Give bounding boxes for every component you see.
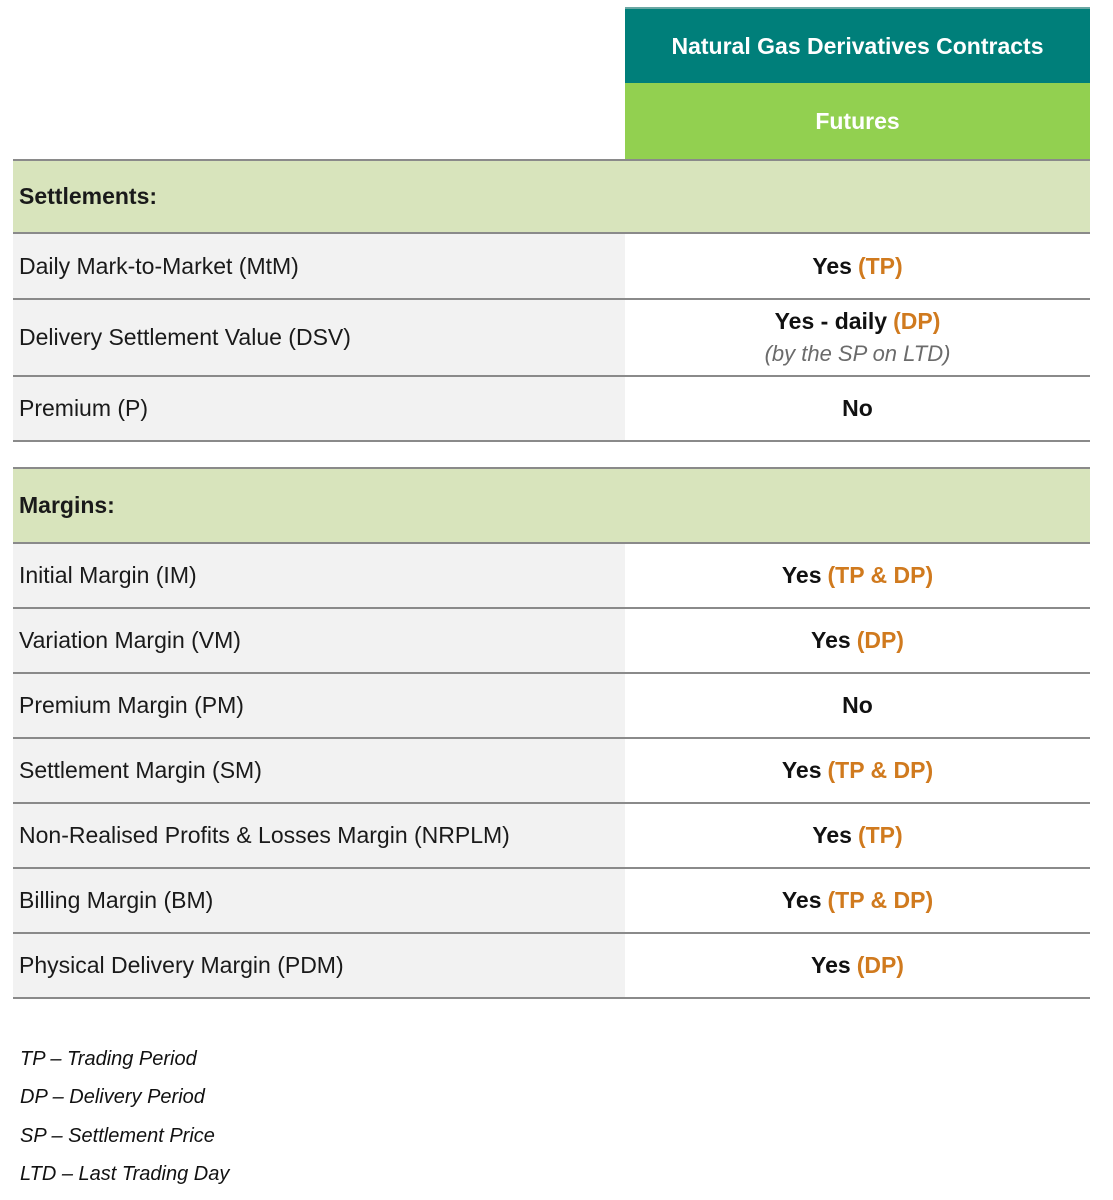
value-text: Yes xyxy=(812,822,852,848)
value-text: Yes xyxy=(781,887,822,913)
row-label: Daily Mark-to-Market (MtM) xyxy=(13,234,625,298)
row-value xyxy=(625,934,1090,997)
row-value xyxy=(625,869,1090,932)
settlements-table xyxy=(13,159,1090,442)
period-tag: (DP) xyxy=(893,308,941,334)
row-label: Delivery Settlement Value (DSV) xyxy=(13,300,625,375)
section-title-settlements: Settlements: xyxy=(13,159,1090,234)
futures-header: Futures xyxy=(625,83,1090,159)
table-row xyxy=(13,934,1090,999)
row-label: Settlement Margin (SM) xyxy=(13,739,625,802)
value-text: Yes xyxy=(781,757,822,783)
table-row xyxy=(13,869,1090,934)
row-label: Non-Realised Profits & Losses Margin (NRPLM) xyxy=(13,804,625,867)
value-text: Yes xyxy=(811,952,851,978)
footnote: LTD – Last Trading Day xyxy=(20,1163,230,1186)
table-row xyxy=(13,739,1090,804)
row-value xyxy=(625,300,1090,375)
row-label: Physical Delivery Margin (PDM) xyxy=(13,934,625,997)
value-text: Yes - daily xyxy=(774,308,888,334)
footnote: SP – Settlement Price xyxy=(20,1124,215,1147)
row-label: Variation Margin (VM) xyxy=(13,609,625,672)
period-tag: (DP) xyxy=(856,627,904,653)
row-value xyxy=(625,544,1090,607)
footnote: DP – Delivery Period xyxy=(20,1086,205,1109)
period-tag: (TP) xyxy=(857,822,903,848)
value-text: Yes xyxy=(812,252,852,279)
table-row xyxy=(13,377,1090,442)
footnotes xyxy=(20,1040,229,1194)
table-row xyxy=(13,544,1090,609)
table-row xyxy=(13,804,1090,869)
section-title-margins: Margins: xyxy=(13,467,1090,544)
period-tag: (TP & DP) xyxy=(827,887,934,913)
table-row xyxy=(13,609,1090,674)
row-value xyxy=(625,234,1090,298)
row-value xyxy=(625,609,1090,672)
row-value xyxy=(625,377,1090,440)
period-tag: (DP) xyxy=(856,952,904,978)
period-tag: (TP) xyxy=(857,252,903,279)
footnote: TP – Trading Period xyxy=(20,1047,197,1070)
table-row xyxy=(13,674,1090,739)
table-row xyxy=(13,300,1090,377)
margins-table xyxy=(13,467,1090,999)
value-text: No xyxy=(842,692,873,718)
table-row xyxy=(13,234,1090,300)
value-text: Yes xyxy=(781,562,822,588)
row-label: Premium (P) xyxy=(13,377,625,440)
value-text: No xyxy=(842,395,873,421)
period-tag: (TP & DP) xyxy=(827,562,934,588)
row-label: Billing Margin (BM) xyxy=(13,869,625,932)
value-note: (by the SP on LTD) xyxy=(764,341,951,366)
row-value xyxy=(625,674,1090,737)
row-label: Initial Margin (IM) xyxy=(13,544,625,607)
contracts-header: Natural Gas Derivatives Contracts xyxy=(625,7,1090,83)
period-tag: (TP & DP) xyxy=(827,757,934,783)
row-label: Premium Margin (PM) xyxy=(13,674,625,737)
value-text: Yes xyxy=(811,627,851,653)
row-value xyxy=(625,804,1090,867)
row-value xyxy=(625,739,1090,802)
